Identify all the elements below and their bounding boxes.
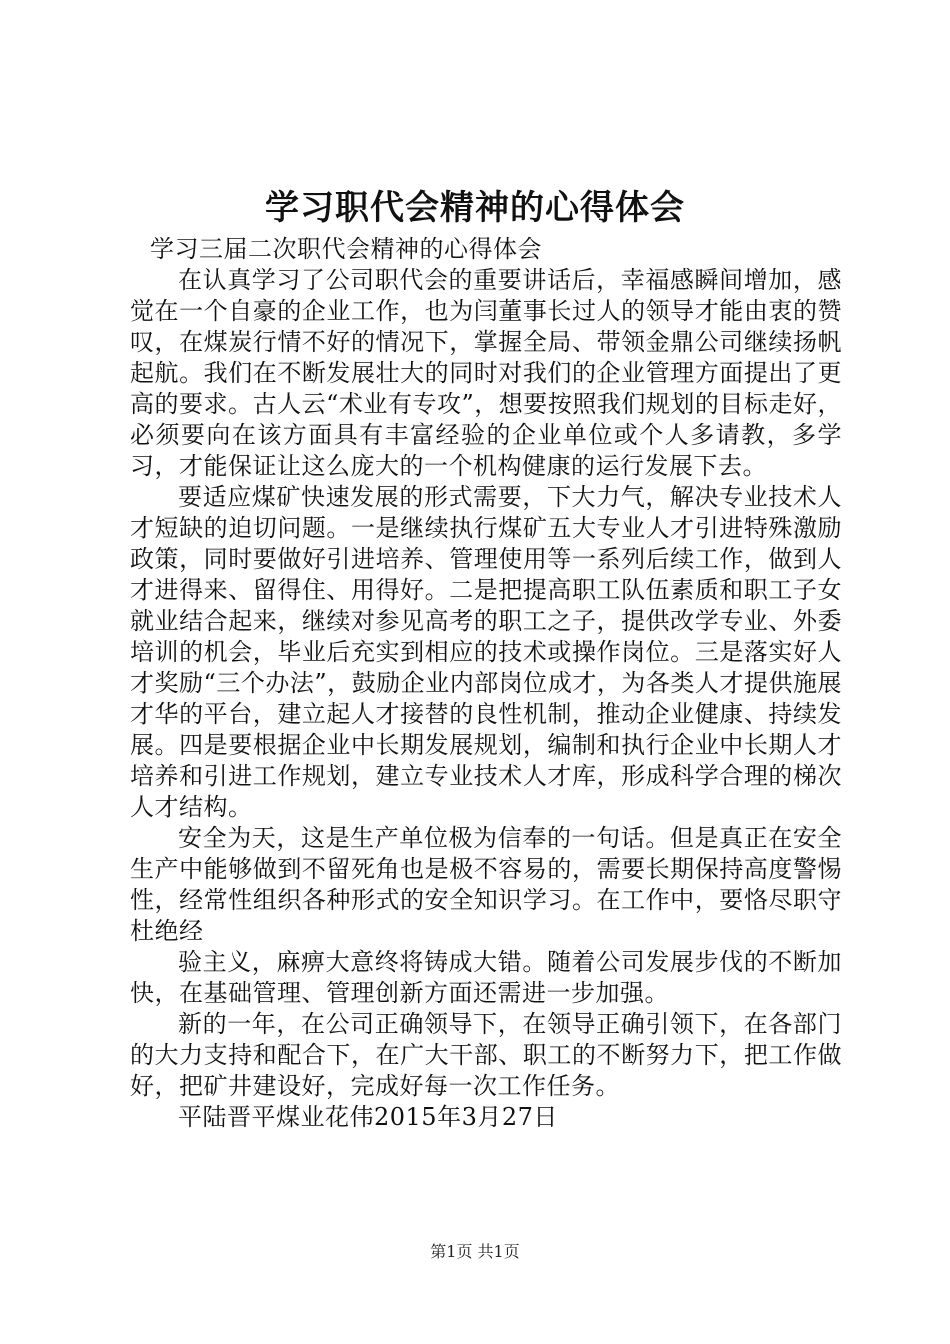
page-number-footer: 第1页 共1页: [430, 1242, 520, 1261]
document-title: 学习职代会精神的心得体会: [265, 188, 685, 228]
document-subtitle: 学习三届二次职代会精神的心得体会: [150, 235, 542, 263]
paragraph-2: 要适应煤矿快速发展的形式需要，下大力气，解决专业技术人才短缺的迫切问题。一是继续执行煤矿五大专业人才引进特殊激励政策，同时要做好引进培养、管理使用等一系列后续工作，做到人才进得来、留得住、用得好。二是把提高职工队伍素质和职工子女就业结合起来，继续对参见高考的职工之子，提供改学专业、外委培训的机会，毕业后充实到相应的技术或操作岗位。三是落实好人才奖励“三个办法”，鼓励企业内部岗位成才，为各类人才提供施展才华的平台，建立起人才接替的良性机制，推动企业健康、持续发展。四是要根据企业中长期发展规划，编制和执行企业中长期人才培养和引进工作规划，建立专业技术人才库，形成科学合理的梯次人才结构。: [130, 483, 842, 821]
paragraph-3: 安全为天，这是生产单位极为信奉的一句话。但是真正在安全生产中能够做到不留死角也是极不容易的，需要长期保持高度警惕性，经常性组织各种形式的安全知识学习。在工作中，要恪尽职守杜绝经: [130, 824, 842, 945]
signature-line: 平陆晋平煤业花伟2015年3月27日: [178, 1103, 558, 1131]
paragraph-1: 在认真学习了公司职代会的重要讲话后，幸福感瞬间增加，感觉在一个自豪的企业工作，也为闫董事长过人的领导才能由衷的赞叹，在煤炭行情不好的情况下，掌握全局、带领金鼎公司继续扬帆起航。我们在不断发展壮大的同时对我们的企业管理方面提出了更高的要求。古人云“术业有专攻”，想要按照我们规划的目标走好，必须要向在该方面具有丰富经验的企业单位或个人多请教，多学习，才能保证让这么庞大的一个机构健康的运行发展下去。: [130, 266, 842, 480]
paragraph-5: 新的一年，在公司正确领导下，在领导正确引领下，在各部门的大力支持和配合下，在广大干部、职工的不断努力下，把工作做好，把矿井建设好，完成好每一次工作任务。: [130, 1010, 842, 1100]
paragraph-4: 验主义，麻痹大意终将铸成大错。随着公司发展步伐的不断加快，在基础管理、管理创新方面还需进一步加强。: [130, 948, 842, 1007]
document-body: [130, 234, 842, 1133]
